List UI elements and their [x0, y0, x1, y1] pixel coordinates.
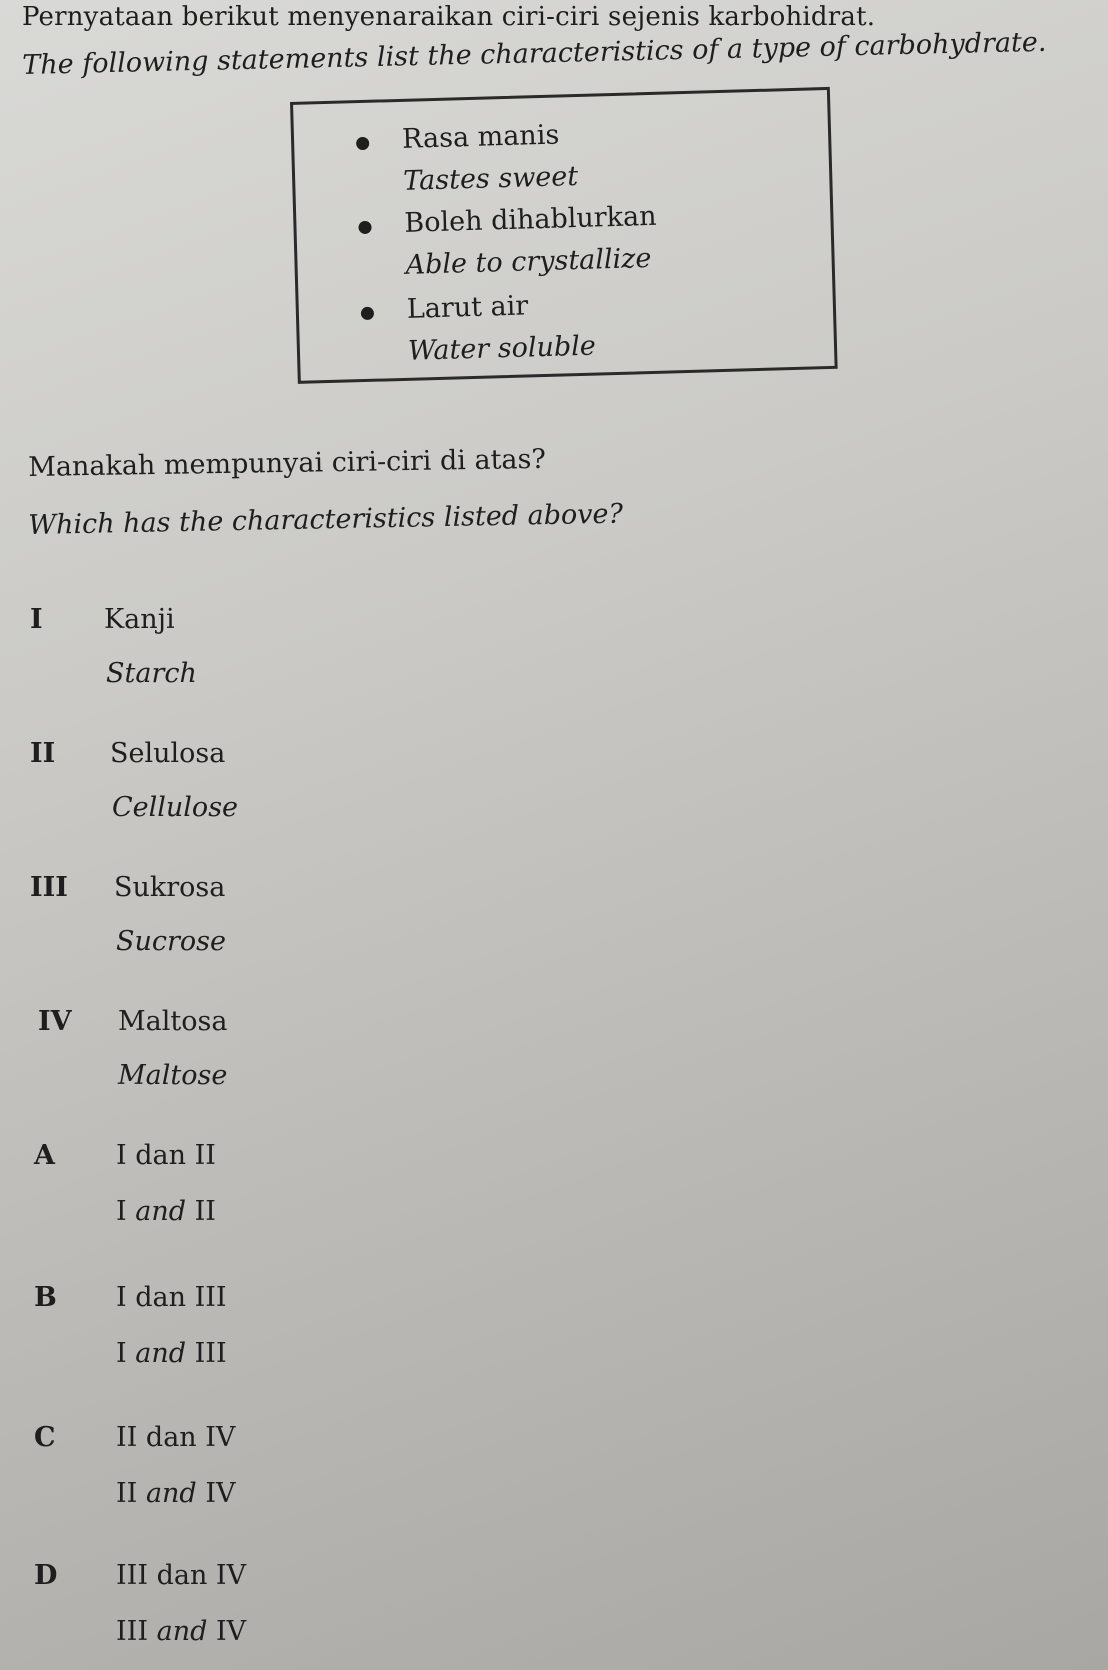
answer-letter: D: [34, 1560, 58, 1591]
characteristic-malay: Larut air: [406, 290, 529, 325]
answer-english: II and IV: [116, 1478, 236, 1509]
answer-choice-d[interactable]: [34, 1560, 534, 1670]
option-item: [30, 738, 530, 848]
option-malay: Maltosa: [118, 1006, 228, 1037]
answer-choice-a[interactable]: [34, 1140, 534, 1250]
characteristic-item: [294, 112, 828, 197]
answer-letter: C: [34, 1422, 56, 1453]
answer-english: I and III: [116, 1338, 227, 1369]
answer-malay: II dan IV: [116, 1422, 236, 1453]
answer-letter: A: [34, 1140, 55, 1171]
answer-english: III and IV: [116, 1616, 247, 1647]
option-malay: Selulosa: [110, 738, 226, 769]
answer-choice-b[interactable]: [34, 1282, 534, 1392]
characteristic-malay: Rasa manis: [401, 119, 560, 155]
option-item: [30, 1006, 530, 1116]
characteristic-malay: Boleh dihablurkan: [404, 200, 657, 239]
option-english: Maltose: [118, 1060, 228, 1091]
characteristic-item: [296, 196, 830, 281]
intro-malay: Pernyataan berikut menyenaraikan ciri-ciri sejenis karbohidrat.: [22, 2, 876, 32]
bullet-icon: [356, 137, 369, 150]
answer-malay: I dan II: [116, 1140, 216, 1171]
option-english: Cellulose: [112, 792, 239, 823]
question-english: Which has the characteristics listed above?: [28, 498, 624, 541]
answer-malay: I dan III: [116, 1282, 227, 1313]
characteristic-english: Water soluble: [407, 330, 597, 367]
characteristics-box: [290, 87, 838, 384]
answer-choice-c[interactable]: [34, 1422, 534, 1532]
option-item: [30, 872, 530, 982]
question-malay: Manakah mempunyai ciri-ciri di atas?: [28, 443, 547, 483]
intro-english: The following statements list the characteristics of a type of carbohydrate.: [22, 26, 1047, 81]
characteristic-english: Tastes sweet: [402, 160, 579, 197]
option-item: [30, 604, 530, 714]
bullet-icon: [358, 221, 371, 234]
answer-english: I and II: [116, 1196, 216, 1227]
answer-letter: B: [34, 1282, 57, 1313]
option-malay: Kanji: [104, 604, 175, 635]
option-numeral: II: [30, 738, 56, 769]
characteristic-item: [298, 282, 832, 367]
bullet-icon: [361, 307, 374, 320]
characteristic-english: Able to crystallize: [405, 242, 652, 281]
option-english: Starch: [106, 658, 197, 689]
option-numeral: I: [30, 604, 43, 635]
option-english: Sucrose: [116, 926, 227, 957]
option-numeral: IV: [38, 1006, 72, 1037]
option-malay: Sukrosa: [114, 872, 226, 903]
option-numeral: III: [30, 872, 68, 903]
answer-malay: III dan IV: [116, 1560, 247, 1591]
